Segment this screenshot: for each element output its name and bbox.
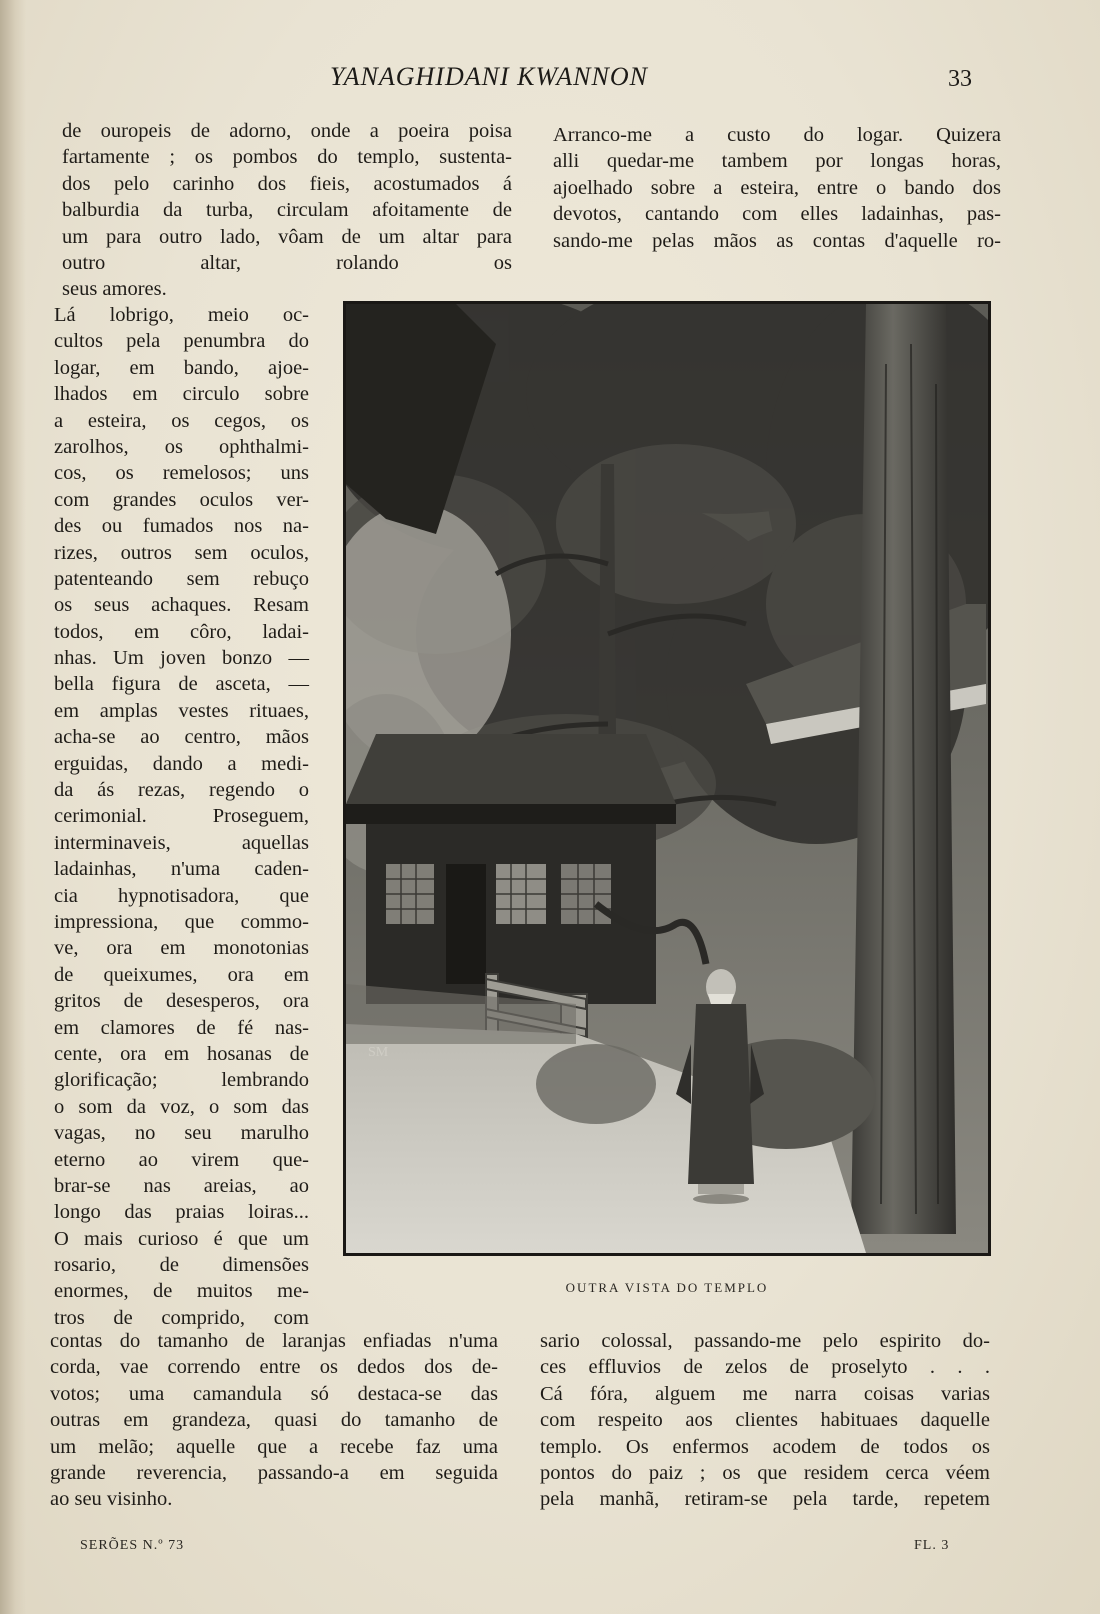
text-line: Lá lobrigo, meio oc- — [54, 304, 309, 326]
text-line: todos, em côro, ladai- — [54, 620, 309, 643]
text-line: Arranco-me a custo do logar. Quizera — [553, 124, 1001, 146]
left-column-narrow-paragraph — [54, 302, 309, 1331]
left-column-top-paragraph — [62, 118, 512, 303]
text-line: os seus achaques. Resam — [54, 594, 309, 617]
text-line: o som da voz, o som das — [54, 1095, 309, 1118]
page-number: 33 — [948, 66, 972, 92]
footer-sheet: FL. 3 — [914, 1538, 950, 1553]
text-line: rizes, outros sem oculos, — [54, 541, 309, 564]
text-line: ve, ora em monotonias — [54, 937, 309, 960]
running-title: YANAGHIDANI KWANNON — [330, 62, 648, 91]
text-line: cultos pela penumbra do — [54, 330, 309, 353]
text-line: ao seu visinho. — [50, 1488, 173, 1511]
text-line: da ás rezas, regendo o — [54, 779, 309, 802]
text-line: cente, ora em hosanas de — [54, 1042, 309, 1065]
text-line: sario colossal, passando-me pelo espirito do- — [540, 1330, 990, 1352]
text-line: contas do tamanho de laranjas enfiadas n'uma — [50, 1330, 498, 1352]
text-line: com grandes oculos ver- — [54, 488, 309, 511]
text-line: bella figura de asceta, — — [54, 673, 309, 696]
text-line: balburdia da turba, circulam afoitamente de — [62, 199, 512, 222]
text-line: eterno ao virem que- — [54, 1148, 309, 1171]
temple-photograph — [343, 301, 991, 1256]
text-line: des ou fumados nos na- — [54, 515, 309, 538]
text-line: devotos, cantando com elles ladainhas, pas- — [553, 203, 1001, 226]
text-line: ladainhas, n'uma caden- — [54, 858, 309, 881]
footer-issue: SERÕES N.º 73 — [80, 1538, 185, 1553]
text-line: em clamores de fé nas- — [54, 1016, 309, 1039]
text-line: O mais curioso é que um — [54, 1227, 309, 1250]
text-line: outras em grandeza, quasi do tamanho de — [50, 1409, 498, 1432]
text-line: grande reverencia, passando-a em seguida — [50, 1461, 498, 1484]
text-line: zarolhos, os ophthalmi- — [54, 435, 309, 458]
text-line: pontos do paiz ; os que residem cerca véem — [540, 1461, 990, 1484]
text-line: tros de comprido, com — [54, 1306, 309, 1329]
right-column-bottom-paragraph — [540, 1328, 990, 1513]
text-line: ajoelhado sobre a esteira, entre o bando dos — [553, 176, 1001, 199]
text-line: erguidas, dando a medi- — [54, 752, 309, 775]
right-column-top-paragraph — [553, 122, 1001, 254]
text-line: com respeito aos clientes habituaes daquelle — [540, 1409, 990, 1432]
text-line: glorificação; lembrando — [54, 1069, 309, 1092]
text-line: nhas. Um joven bonzo — — [54, 647, 309, 670]
text-line: seus amores. — [62, 278, 167, 301]
text-line: interminaveis, aquellas — [54, 831, 309, 854]
text-line: longo das praias loiras... — [54, 1201, 309, 1224]
text-line: brar-se nas areias, ao — [54, 1174, 309, 1197]
text-line: alli quedar-me tambem por longas horas, — [553, 150, 1001, 173]
text-line: sando-me pelas mãos as contas d'aquelle ro- — [553, 229, 1001, 252]
text-line: lhados em circulo sobre — [54, 383, 309, 406]
text-line: gritos de desesperos, ora — [54, 990, 309, 1013]
text-line: de ouropeis de adorno, onde a poeira poisa — [62, 120, 512, 142]
text-line: votos; uma camandula só destaca-se das — [50, 1382, 498, 1405]
text-line: pela manhã, retiram-se pela tarde, repetem — [540, 1488, 990, 1511]
text-line: logar, em bando, ajoe- — [54, 356, 309, 379]
binding-shadow — [0, 0, 26, 1614]
text-line: cia hypnotisadora, que — [54, 884, 309, 907]
text-line: acha-se ao centro, mãos — [54, 726, 309, 749]
text-line: templo. Os enfermos acodem de todos os — [540, 1435, 990, 1458]
text-line: patenteando sem rebuço — [54, 567, 309, 590]
text-line: outro altar, rolando os — [62, 251, 512, 274]
text-line: vagas, no seu marulho — [54, 1122, 309, 1145]
text-line: a esteira, os cegos, os — [54, 409, 309, 432]
figure-caption: OUTRA VISTA DO TEMPLO — [565, 1280, 769, 1295]
text-line: de queixumes, ora em — [54, 963, 309, 986]
text-line: cos, os remelosos; uns — [54, 462, 309, 485]
photo-monogram: SM — [368, 1045, 389, 1060]
temple-photo-illustration — [346, 304, 988, 1253]
text-line: impressiona, que commo- — [54, 910, 309, 933]
left-column-bottom-paragraph — [50, 1328, 498, 1513]
text-line: um melão; aquelle que a recebe faz uma — [50, 1435, 498, 1458]
text-line: um para outro lado, vôam de um altar para — [62, 225, 512, 248]
text-line: rosario, de dimensões — [54, 1254, 309, 1277]
text-line: dos pelo carinho dos fieis, acostumados á — [62, 172, 512, 195]
text-line: Cá fóra, alguem me narra coisas varias — [540, 1382, 990, 1405]
text-line: em amplas vestes rituaes, — [54, 699, 309, 722]
text-line: corda, vae correndo entre os dedos dos de- — [50, 1356, 498, 1379]
text-line: fartamente ; os pombos do templo, sustenta- — [62, 146, 512, 169]
text-line: enormes, de muitos me- — [54, 1280, 309, 1303]
text-line: cerimonial. Proseguem, — [54, 805, 309, 828]
text-line: ces effluvios de zelos de proselyto . . . — [540, 1356, 990, 1379]
